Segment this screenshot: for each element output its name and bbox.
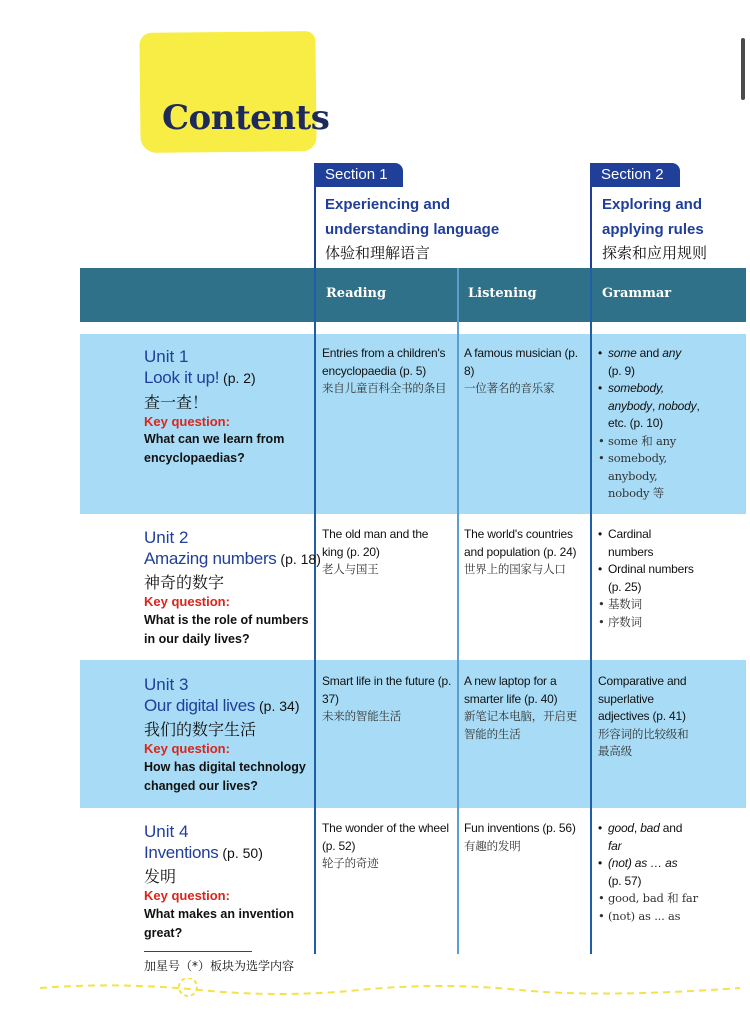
unit-title: Look it up! (p. 2) [144, 368, 256, 387]
grammar-cell [598, 345, 743, 503]
reading-cell: Entries from a children's encyclopaedia (p. 5) 来自儿童百科全书的条目 [322, 346, 447, 395]
grammar-item: • (not) as … as [598, 855, 743, 873]
reading-cell: The old man and the king (p. 20) 老人与国王 [322, 527, 429, 576]
key-question: How has digital technology changed our lives? [144, 760, 306, 793]
grammar-item: far [608, 838, 622, 853]
scrollbar-thumb[interactable] [741, 38, 745, 100]
unit-number: Unit 4 [144, 822, 189, 841]
reading-cell: The wonder of the wheel (p. 52) 轮子的奇迹 [322, 821, 449, 870]
column-header-listening: Listening [468, 286, 537, 301]
page-title: Contents [162, 98, 330, 138]
grammar-item: (p. 25) [608, 579, 642, 594]
grammar-item: etc. (p. 10) [608, 416, 663, 430]
grammar-item: • good, bad and [598, 820, 743, 838]
decorative-dashed-line [40, 978, 740, 1008]
section-1-title: Experiencing and understanding language [325, 196, 500, 238]
unit-number: Unit 1 [144, 347, 189, 366]
section-2-title-cn: 探索和应用规则 [602, 244, 708, 262]
key-question: What is the role of numbers in our daily lives? [144, 613, 309, 646]
key-question-label: Key question: [144, 414, 230, 429]
grammar-item: • 基数词 [598, 596, 743, 614]
column-header-grammar: Grammar [602, 286, 672, 301]
grammar-item: • some and any [598, 345, 743, 363]
grammar-item: • some 和 any [598, 433, 743, 451]
unit-title-cn: 查一查！ [144, 393, 209, 412]
grammar-item: • good, bad 和 far [598, 890, 743, 908]
column-divider [457, 268, 459, 954]
unit-title: Amazing numbers (p. 18) [144, 549, 321, 568]
column-divider [590, 268, 592, 954]
grammar-item: • (not) as ... as [598, 908, 743, 926]
grammar-item: • somebody, [598, 380, 743, 398]
key-question: What can we learn from encyclopaedias? [144, 432, 285, 465]
listening-cell: A new laptop for a smarter life (p. 40) 新笔记本电脑，开启更智能的生活 [464, 674, 577, 741]
listening-cell: A famous musician (p. 8) 一位著名的音乐家 [464, 346, 578, 395]
unit-number: Unit 3 [144, 675, 189, 694]
grammar-item: • 序数词 [598, 614, 743, 632]
unit-title: Our digital lives (p. 34) [144, 696, 300, 715]
unit-number: Unit 2 [144, 528, 189, 547]
section-2-tab: Section 2 [590, 163, 680, 187]
section-1-tab: Section 1 [314, 163, 403, 187]
section-1-title-cn: 体验和理解语言 [325, 244, 431, 262]
column-divider [314, 268, 316, 954]
grammar-cell: Comparative and superlative adjectives (p. 41) 形容词的比较级和最高级 [598, 674, 689, 758]
unit-title-cn: 神奇的数字 [144, 573, 225, 592]
footnote: 加星号（*）板块为选学内容 [144, 959, 295, 973]
grammar-item: • Cardinal [598, 526, 743, 544]
grammar-item: • somebody, [598, 450, 743, 468]
listening-cell: The world's countries and population (p. 24) 世界上的国家与人口 [464, 527, 577, 576]
key-question: What makes an invention great? [144, 907, 295, 940]
grammar-cell [598, 820, 743, 925]
grammar-cell [598, 526, 743, 631]
unit-title-cn: 发明 [144, 867, 177, 886]
column-header-reading: Reading [326, 286, 387, 301]
reading-cell: Smart life in the future (p. 37) 未来的智能生活 [322, 674, 452, 723]
key-question-label: Key question: [144, 888, 230, 903]
footnote-rule [144, 951, 252, 952]
listening-cell: Fun inventions (p. 56) 有趣的发明 [464, 821, 576, 853]
grammar-item: (p. 9) [608, 363, 635, 378]
grammar-item: • Ordinal numbers [598, 561, 743, 579]
section-2-title: Exploring and applying rules [602, 196, 704, 238]
grammar-item: (p. 57) [608, 873, 642, 888]
key-question-label: Key question: [144, 741, 230, 756]
unit-title: Inventions (p. 50) [144, 843, 263, 862]
grammar-item: nobody 等 [608, 486, 665, 500]
unit-title-cn: 我们的数字生活 [144, 720, 257, 739]
grammar-item: anybody, [608, 468, 658, 483]
grammar-item: anybody, nobody, [608, 398, 700, 413]
key-question-label: Key question: [144, 594, 230, 609]
grammar-item: numbers [608, 544, 654, 559]
